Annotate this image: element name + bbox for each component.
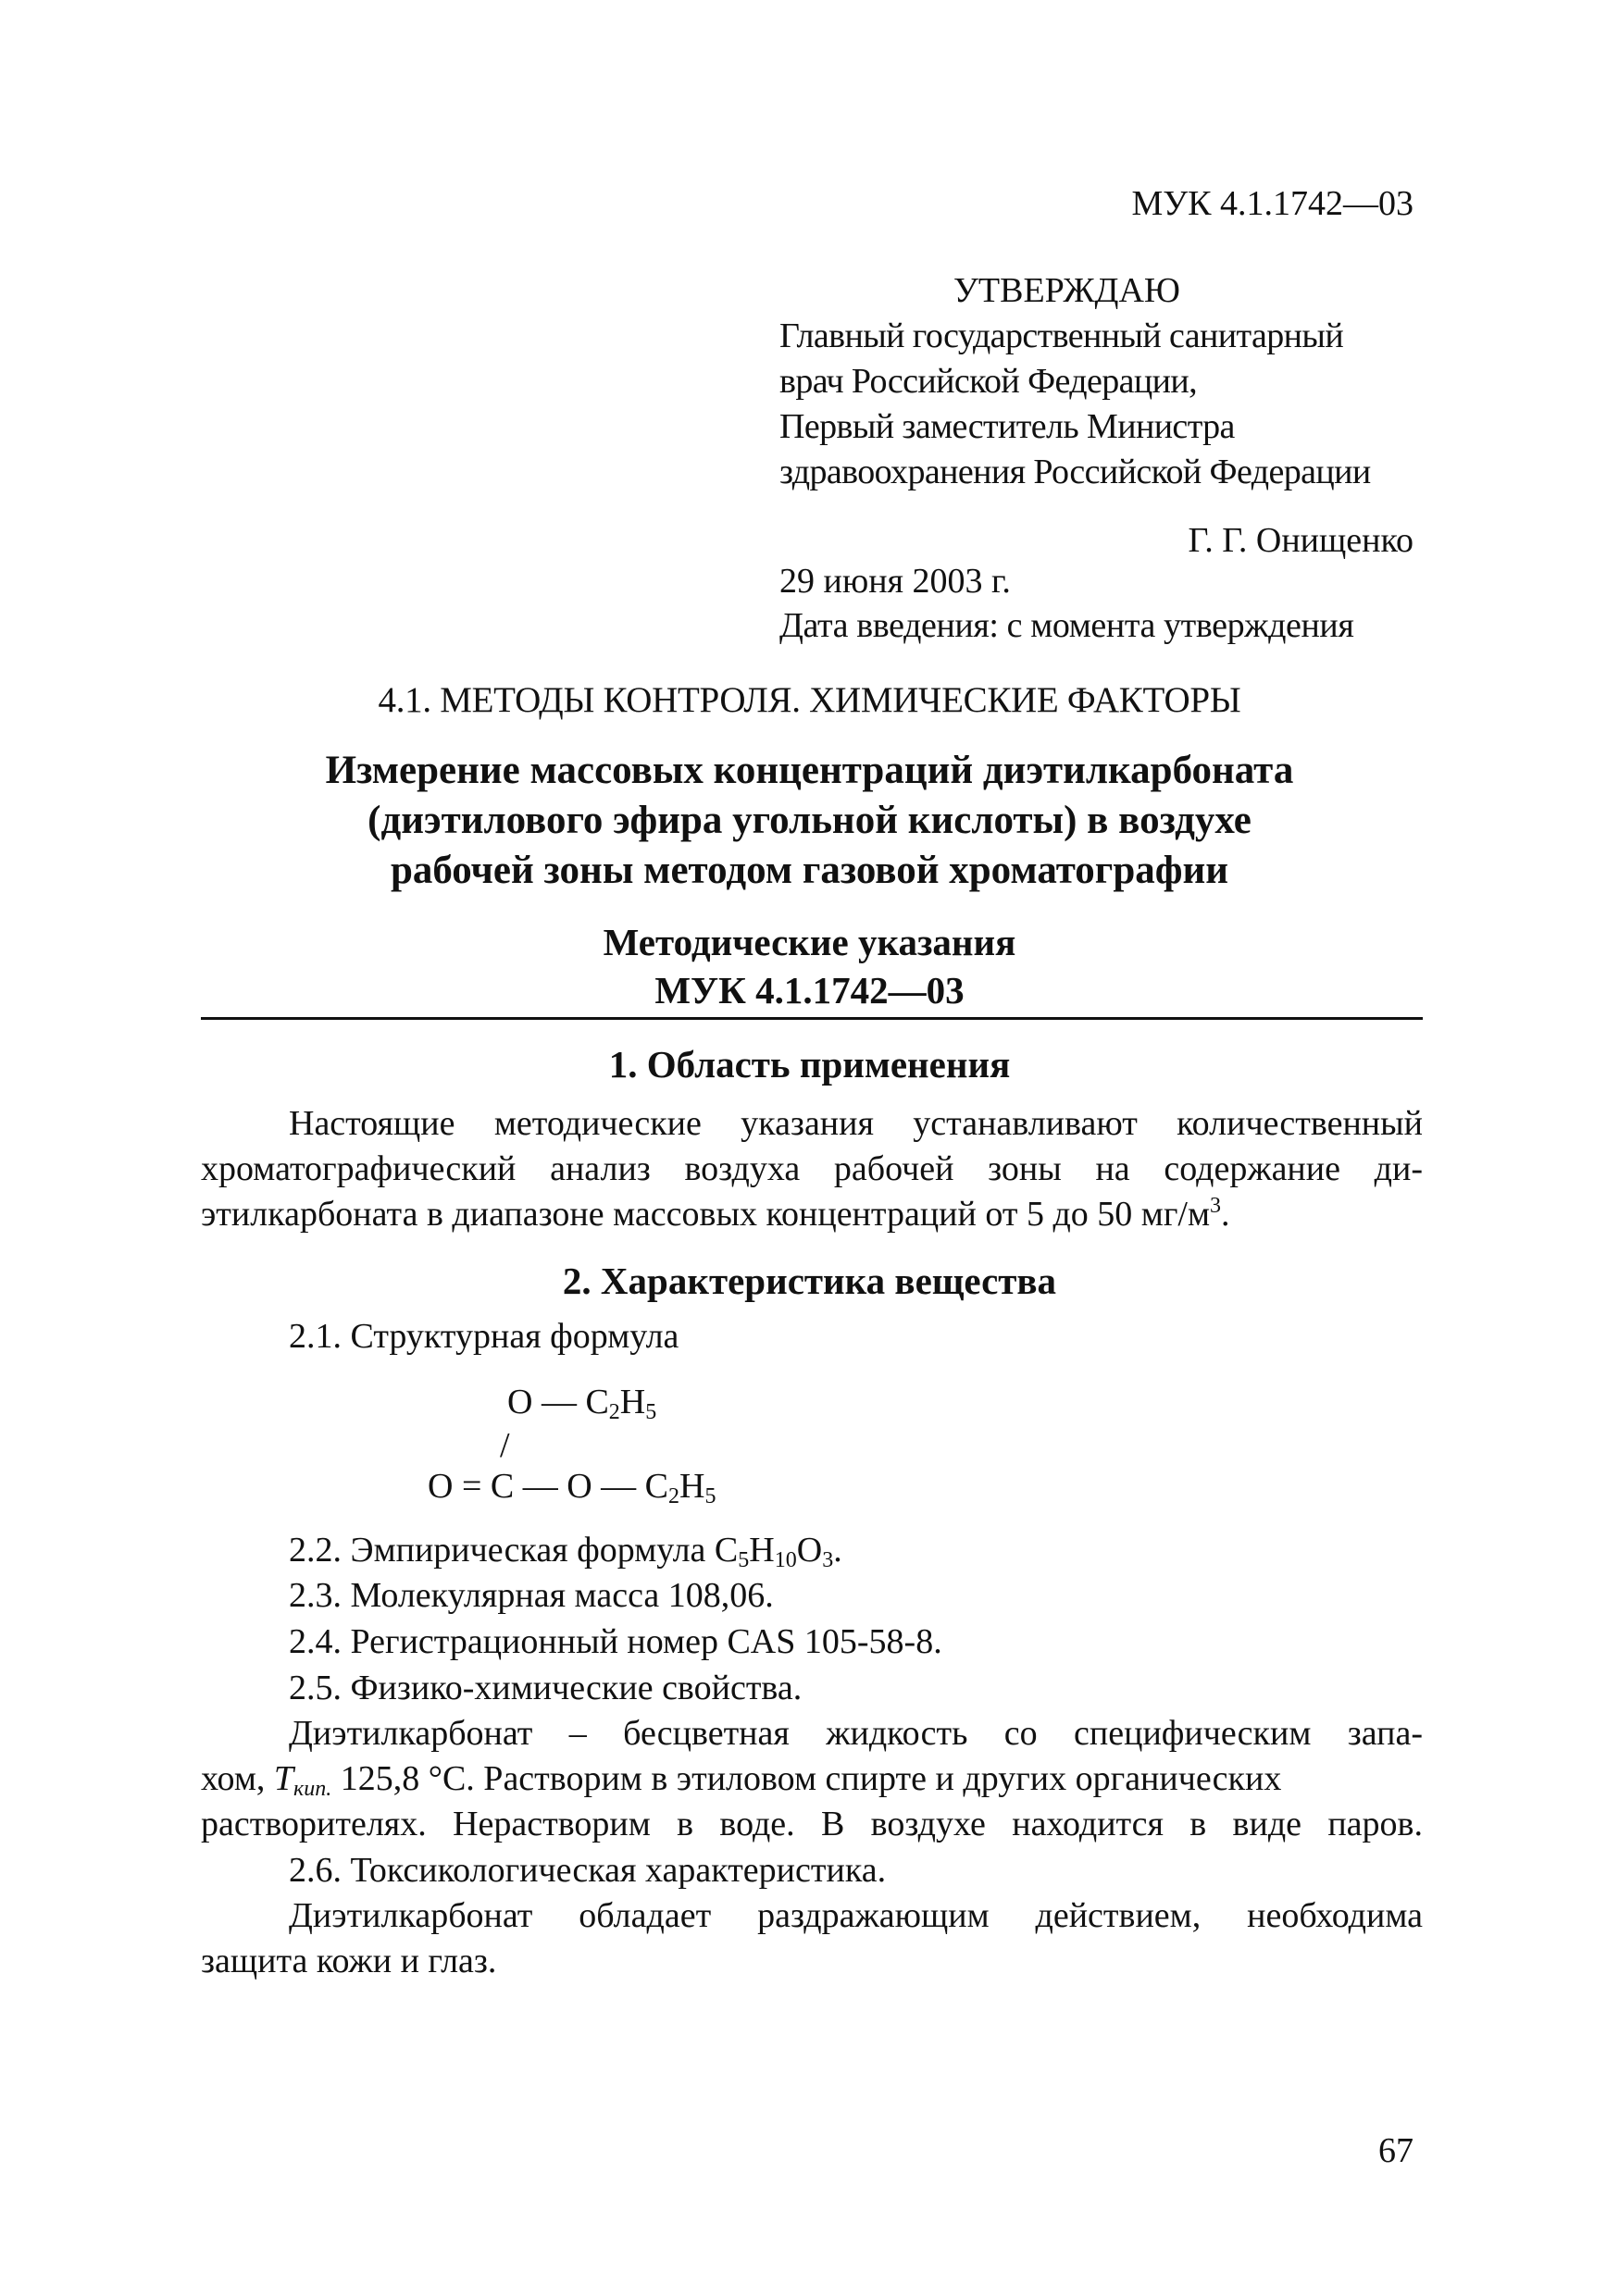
physchem-text-line: хом, $T_{кип.}$ 125,8 °С. Растворим в этиловом спирте и других органических <box>201 1759 1282 1801</box>
scope-text-line <box>201 1192 1423 1237</box>
substance-heading: 2. Характеристика вещества <box>562 1260 1057 1302</box>
formula-bond: / <box>500 1426 510 1465</box>
approver-title-line: Главный государственный санитарный <box>779 316 1344 355</box>
approval-date: 29 июня 2003 г. <box>779 562 1011 601</box>
scope-line-end: . <box>1221 1195 1230 1234</box>
empirical-formula: 2.2. Эмпирическая формула $C_5H_{10}O_3$. <box>289 1531 842 1572</box>
document-subtitle-line: Методические указания <box>603 921 1016 963</box>
unit-exponent: 3 <box>1210 1194 1222 1218</box>
approver-title-line: здравоохранения Российской Федерации <box>779 453 1371 491</box>
molar-mass: 2.3. Молекулярная масса 108,06. <box>289 1576 774 1615</box>
cas-number: 2.4. Регистрационный номер CAS 105-58-8. <box>289 1622 942 1661</box>
approve-word: УТВЕРЖДАЮ <box>953 271 1180 310</box>
title-divider <box>201 1017 1423 1020</box>
signatory-name: Г. Г. Онищенко <box>1188 521 1414 560</box>
approver-title-line: Первый заместитель Министра <box>779 407 1235 446</box>
document-title-line: рабочей зоны методом газовой хроматографии <box>390 849 1229 892</box>
scope-heading: 1. Область применения <box>608 1043 1011 1086</box>
section-heading: 4.1. МЕТОДЫ КОНТРОЛЯ. ХИМИЧЕСКИЕ ФАКТОРЫ <box>378 680 1241 720</box>
scope-text-line: Настоящие методические указания устанавливают количественный <box>289 1104 1423 1143</box>
boiling-point-symbol: T <box>273 1759 294 1798</box>
formula-bottom-line: O = C — O — $C_2H_5$ <box>428 1467 716 1508</box>
physchem-label: 2.5. Физико-химические свойства. <box>289 1669 803 1707</box>
toxicology-text-line: Диэтилкарбонат обладает раздражающим действием, необходима <box>289 1896 1423 1935</box>
physchem-text-line: растворителях. Нерастворим в воде. В воздухе находится в виде паров. <box>201 1805 1423 1843</box>
document-title-line: Измерение массовых концентраций диэтилкарбоната <box>325 749 1294 792</box>
approver-title-line: врач Российской Федерации, <box>779 362 1198 401</box>
toxicology-text-line: защита кожи и глаз. <box>201 1942 497 1980</box>
document-subtitle-line: МУК 4.1.1742—03 <box>654 969 965 1011</box>
physchem-text-line: Диэтилкарбонат – бесцветная жидкость со специфическим запа- <box>289 1714 1423 1753</box>
document-code: МУК 4.1.1742—03 <box>1131 184 1414 223</box>
structural-formula-label: 2.1. Структурная формула <box>289 1317 679 1356</box>
page-number: 67 <box>1378 2131 1414 2170</box>
document-title-line: (диэтилового эфира угольной кислоты) в воздухе <box>367 799 1252 842</box>
toxicology-label: 2.6. Токсикологическая характеристика. <box>289 1851 887 1890</box>
introduction-date: Дата введения: с момента утверждения <box>779 606 1354 645</box>
formula-top-line: O — $C_2H_5$ <box>507 1383 657 1424</box>
scope-text: этилкарбоната в диапазоне массовых концентраций от 5 до 50 мг/м <box>201 1195 1211 1234</box>
scope-text-line: хроматографический анализ воздуха рабочей зоны на содержание ди- <box>201 1149 1423 1188</box>
